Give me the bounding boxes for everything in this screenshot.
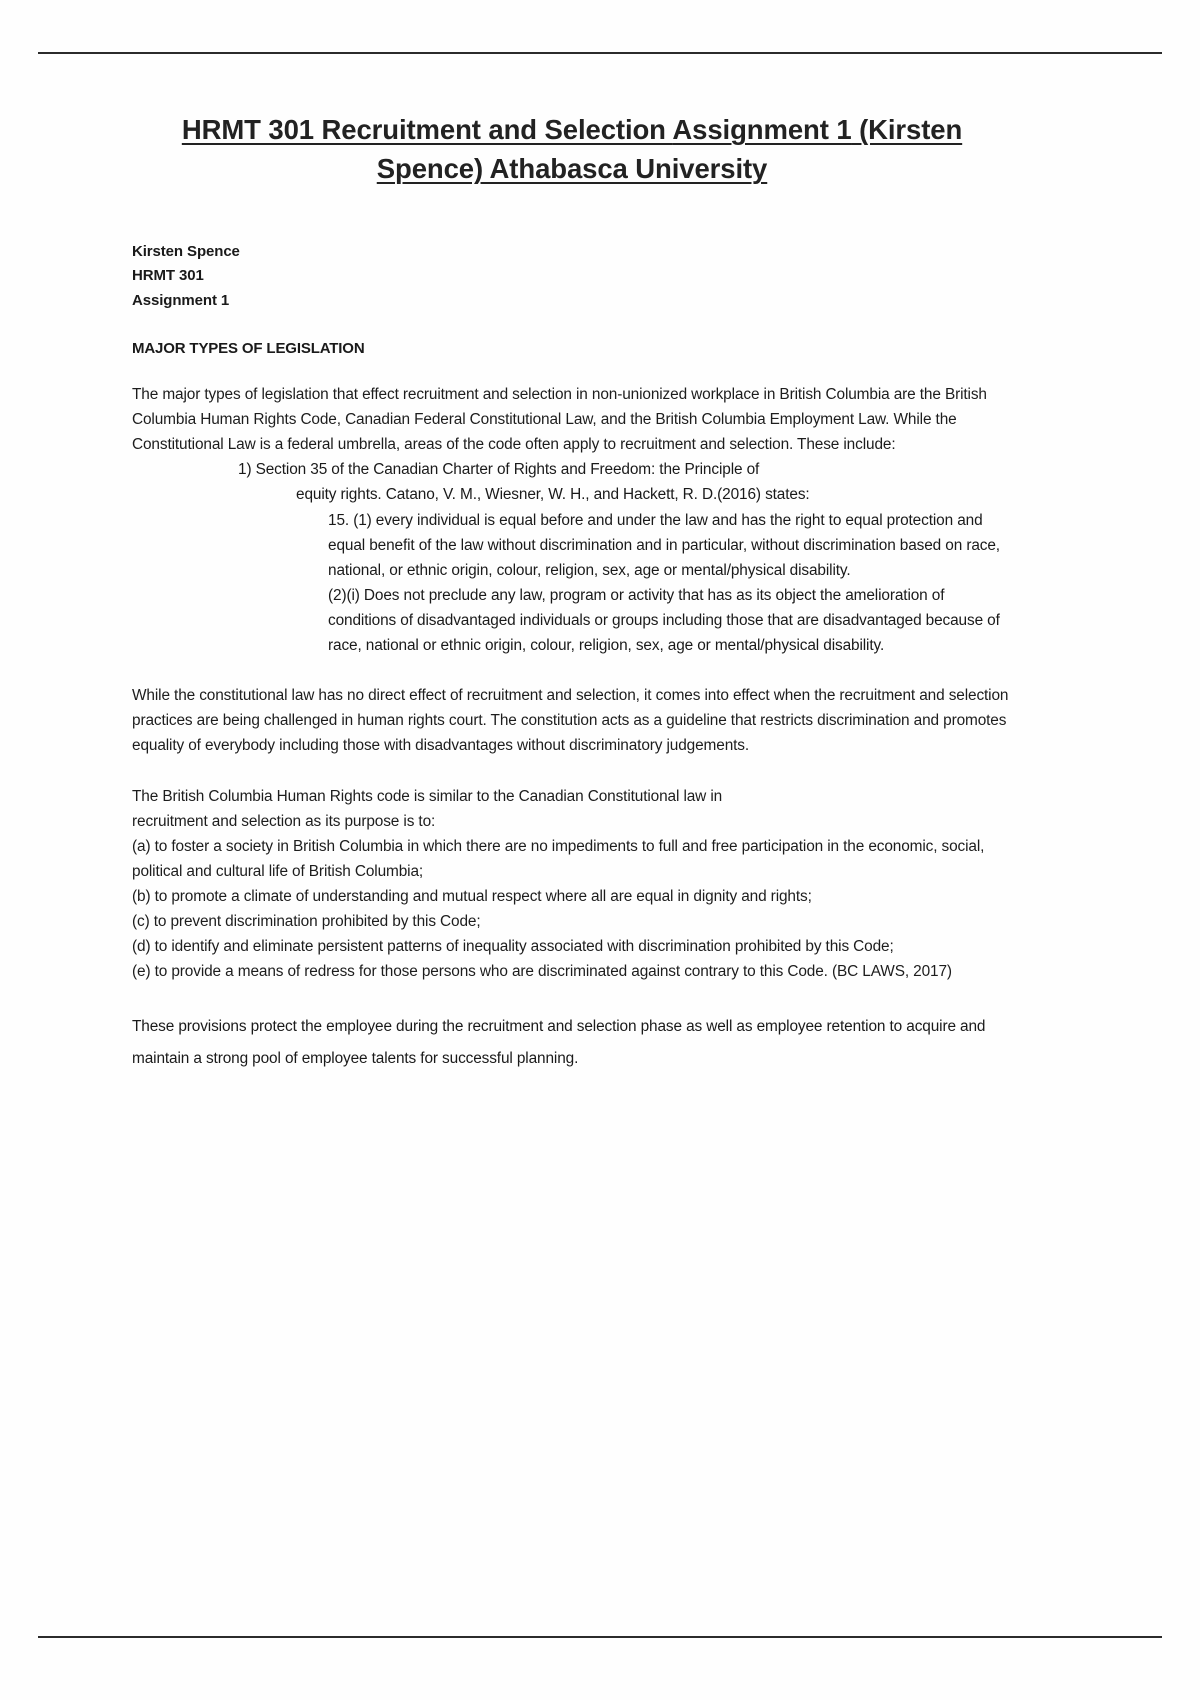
page-title-tail: (Kirsten Spence) Athabasca University	[376, 114, 963, 185]
bc-code-item-d: (d) to identify and eliminate persistent patterns of inequality associated with discrimination prohibited by this Code;	[132, 938, 894, 956]
author-name: Kirsten Spence	[132, 243, 240, 261]
quote-charter-15-1: 15. (1) every individual is equal before and under the law and has the right to equal protection and equal benefit of the law without discrimination and in particular, without discrimination based on race, national, or ethnic origin, colour, religion, sex, age or mental/physical disability.	[328, 511, 1000, 579]
paragraph-closing: These provisions protect the employee during the recruitment and selection phase as well as employee retention to acquire and maintain a strong pool of employee talents for successful planning.	[132, 1018, 986, 1068]
page-title	[132, 110, 1012, 188]
numbered-list-item-1: 1) Section 35 of the Canadian Charter of Rights and Freedom: the Principle of	[238, 461, 760, 479]
course-code: HRMT 301	[132, 267, 204, 285]
page-title-emphasis: Assignment 1	[672, 114, 852, 145]
quote-charter-2-i: (2)(i) Does not preclude any law, program or activity that has as its object the amelioration of conditions of disadvantaged individuals or groups including those that are disadvantaged because of race, national or ethnic origin, colour, religion, sex, age or mental/physical disability.	[328, 586, 1000, 655]
bc-code-intro-line-1: The British Columbia Human Rights code is similar to the Canadian Constitutional law in	[132, 787, 723, 805]
footer-divider-rule	[38, 1636, 1162, 1638]
bc-code-item-b: (b) to promote a climate of understanding and mutual respect where all are equal in dignity and rights;	[132, 887, 812, 905]
document-body	[132, 110, 1012, 1075]
numbered-list-item-1-continuation: equity rights. Catano, V. M., Wiesner, W. H., and Hackett, R. D.(2016) states:	[296, 486, 810, 504]
paragraph-bc-code-intro	[132, 784, 1012, 985]
bc-code-item-c: (c) to prevent discrimination prohibited by this Code;	[132, 913, 481, 931]
page-title-lead: HRMT 301 Recruitment and Selection	[181, 114, 673, 145]
paragraph-intro: The major types of legislation that effect recruitment and selection in non-unionized workplace in British Columbia are the British Columbia Human Rights Code, Canadian Federal Constitutional Law, and the British Columbia Employment Law. While the Constitutional Law is a federal umbrella, areas of the code often apply to recruitment and selection. These include:	[132, 385, 987, 454]
author-block	[132, 240, 1012, 313]
section-heading-major-types: MAJOR TYPES OF LEGISLATION	[132, 339, 365, 357]
header-divider-rule	[38, 52, 1162, 54]
bc-code-item-a: (a) to foster a society in British Columbia in which there are no impediments to full and free participation in the economic, social, political and cultural life of British Columbia;	[132, 837, 985, 880]
bc-code-item-e: (e) to provide a means of redress for those persons who are discriminated against contrary to this Code. (BC LAWS, 2017)	[132, 963, 952, 981]
assignment-label: Assignment 1	[132, 291, 230, 309]
paragraph-constitutional-law: While the constitutional law has no direct effect of recruitment and selection, it comes into effect when the recruitment and selection practices are being challenged in human rights court. The constitution acts as a guideline that restricts discrimination and promotes equality of everybody including those with disadvantages without discriminatory judgements.	[132, 687, 1009, 755]
bc-code-intro-line-2: recruitment and selection as its purpose is to:	[132, 812, 436, 830]
